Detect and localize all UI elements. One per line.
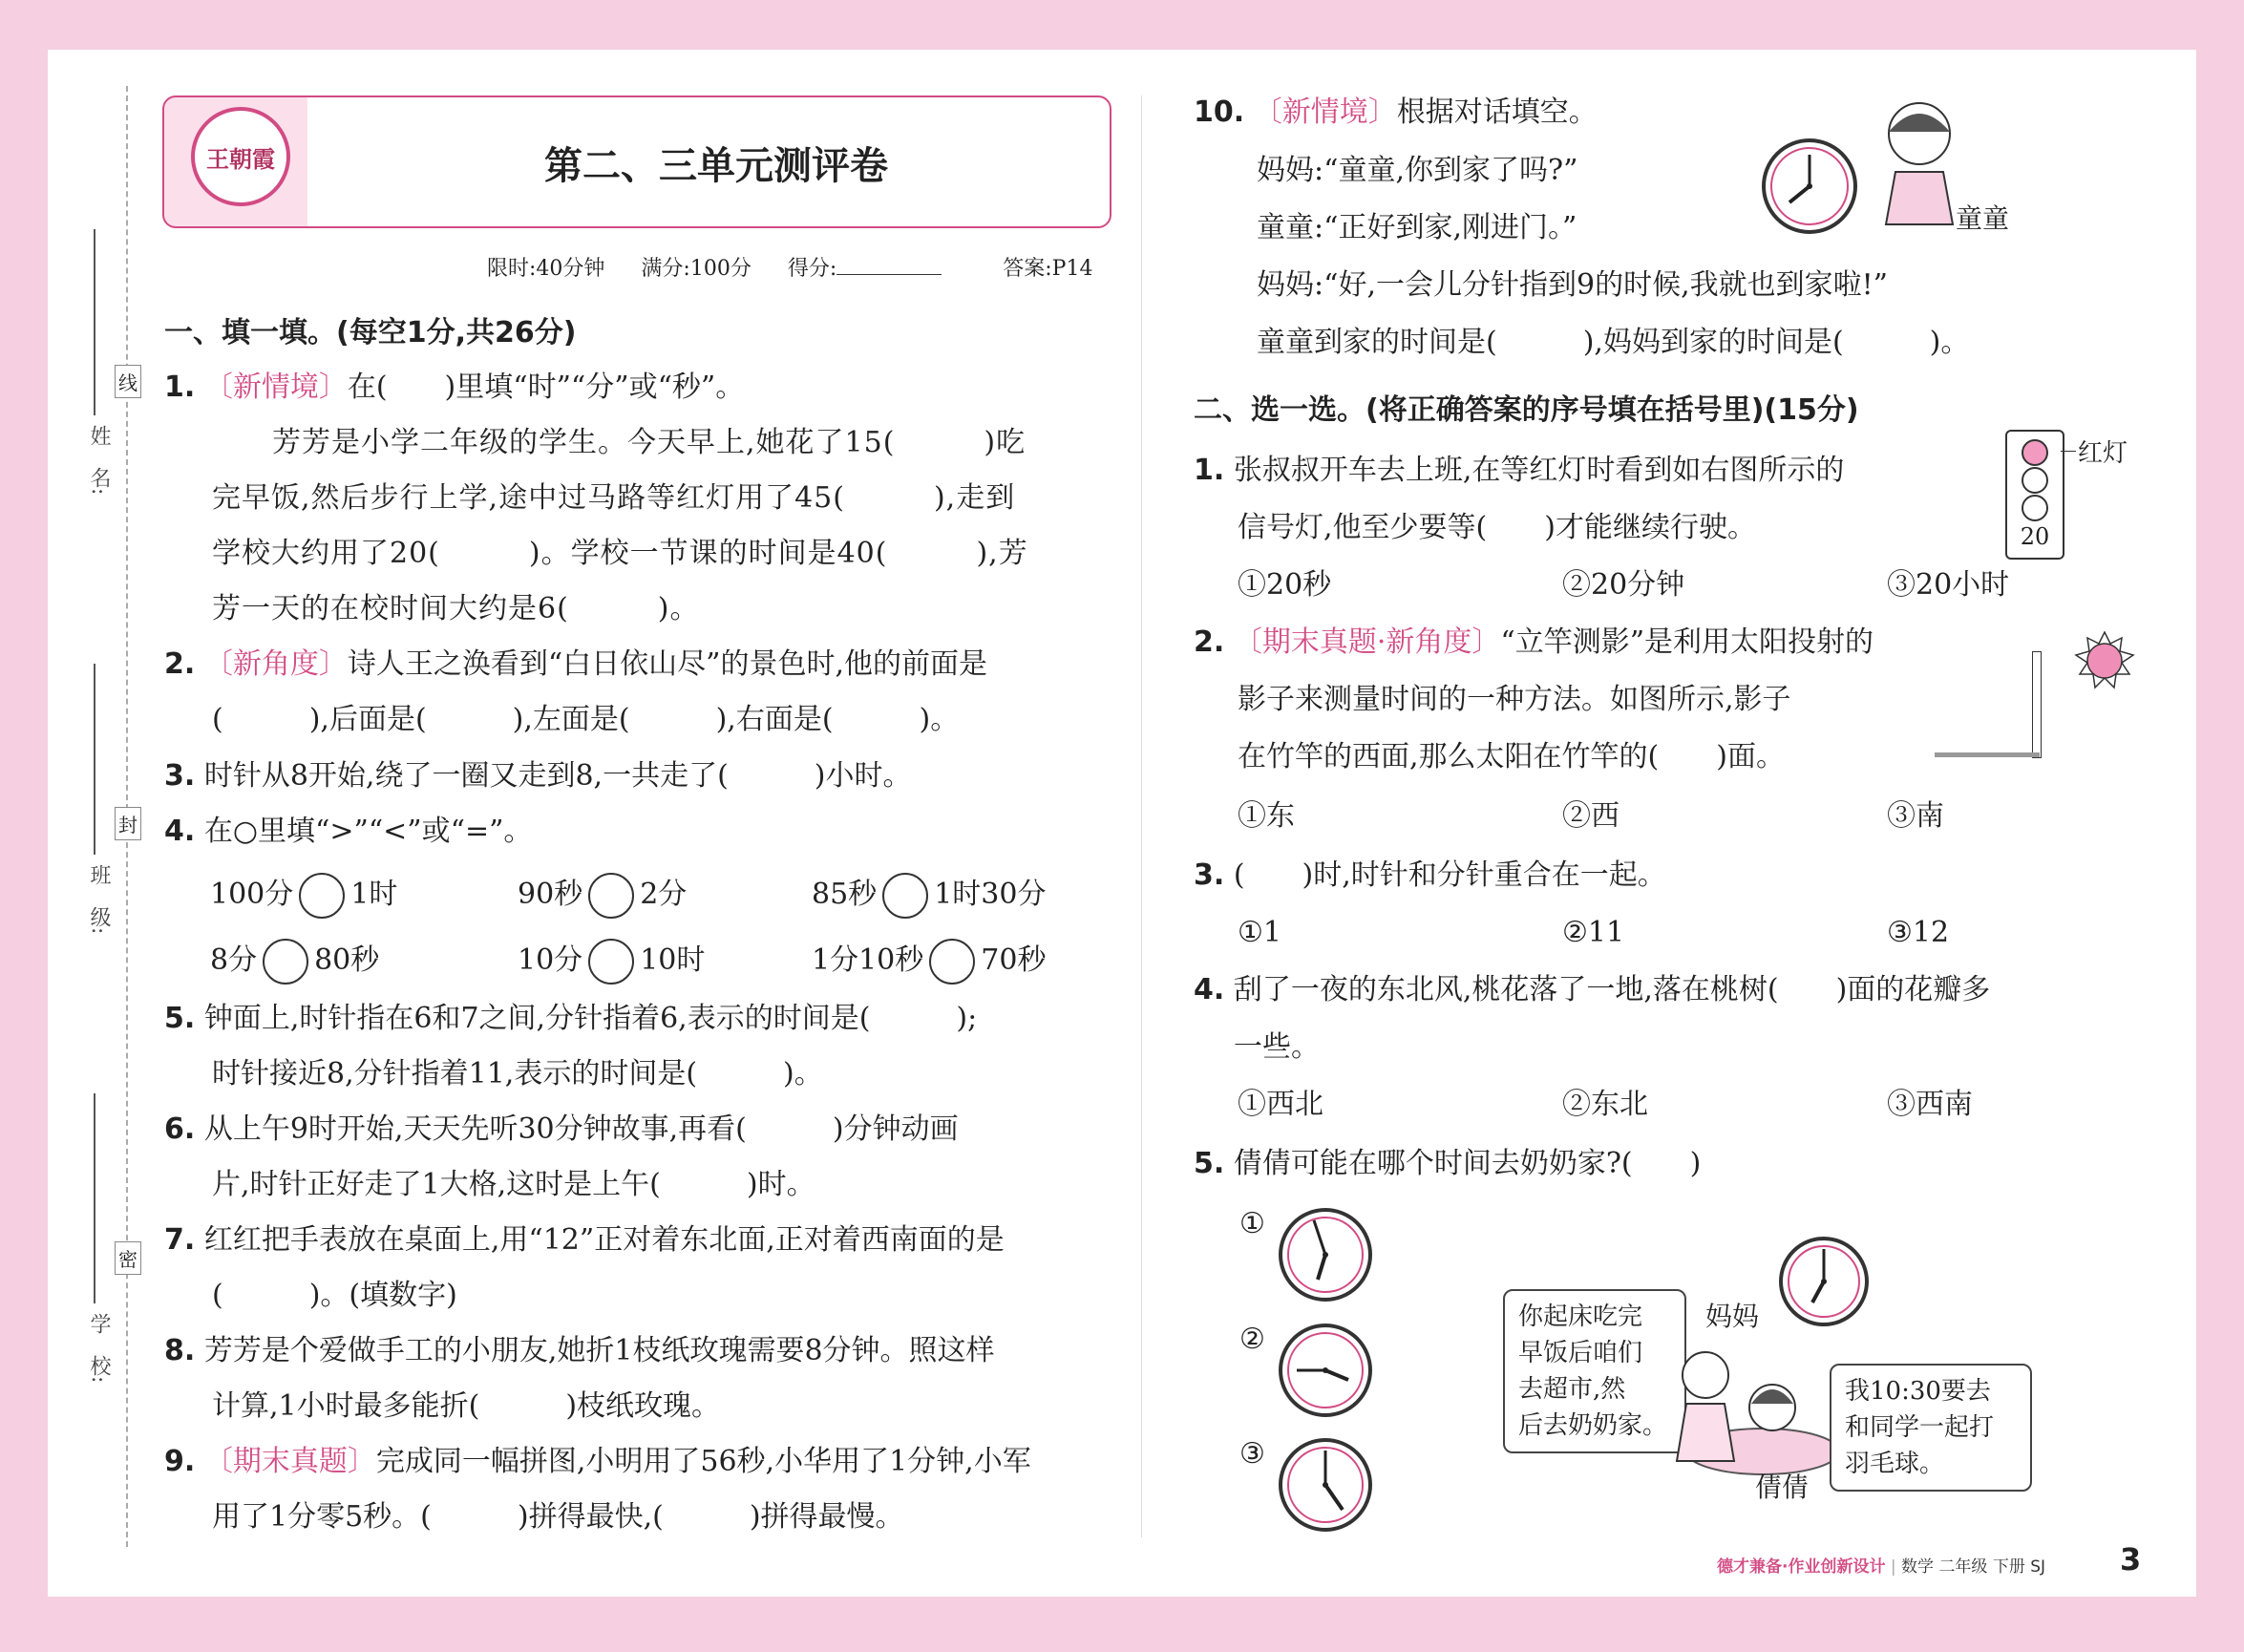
q10-dialog-2: 童童:“正好到家,刚进门。” [1257,211,1577,244]
question-2-4 [1194,974,1990,1006]
binding-mark-seal: 封 [115,807,141,840]
binding-mark-secret: 密 [115,1241,141,1275]
q-line-1: 红红把手表放在桌面上,用“12”正对着东北面,正对着西南面的是 [203,1223,1005,1257]
q2-5-option-1[interactable]: ① [1239,1207,1265,1240]
compare-circle[interactable] [299,873,345,919]
q-stem: 根据对话填空。 [1396,95,1598,129]
girl-label: 倩倩 [1755,1472,1810,1503]
question-2-2 [1194,626,1874,659]
q2-1-line-2: 信号灯,他至少要等( )才能继续行驶。 [1238,511,1756,544]
q-line-1: 张叔叔开车去上班,在等红灯时看到如右图所示的 [1233,454,1845,487]
bubble-line: 和同学一起打 [1845,1413,1995,1442]
red-light-icon [2022,439,2048,466]
q-number: 10. [1194,95,1245,129]
question-1-6 [164,1113,959,1146]
q-line-1: 芳芳是个爱做手工的小朋友,她折1枝纸玫瑰需要8分钟。照这样 [203,1334,995,1367]
q-number: 1. [164,371,196,404]
clock-icon [1276,1205,1375,1304]
q-line-1: 刮了一夜的东北风,桃花落了一地,落在桃树( )面的花瓣多 [1233,973,1991,1006]
clock-icon [1276,1321,1375,1420]
q-number: 5. [1194,1147,1225,1180]
q2-1-option-1[interactable]: ①20秒 [1238,568,1332,602]
q-number: 4. [164,815,196,848]
q2-2-line-2: 影子来测量时间的一种方法。如图所示,影子 [1238,683,1791,716]
q5-line-2: 时针接近8,分针指着11,表示的时间是( )。 [212,1057,823,1091]
compare-row-2 [210,939,379,985]
logo [191,107,290,206]
answer-page: 答案:P14 [1003,257,1093,281]
q-tag: 〔新情境〕 [1253,95,1397,129]
girl-speech-bubble [1830,1364,2032,1492]
q2-line-2: ( ),后面是( ),左面是( ),右面是( )。 [212,703,960,736]
binding-mark-line: 线 [115,365,141,398]
bubble-line: 后去奶奶家。 [1518,1411,1668,1440]
q-number: 8. [164,1334,196,1367]
compare-right: 80秒 [314,943,380,977]
compare-circle[interactable] [588,873,634,919]
q-number: 3. [164,759,196,793]
q-number: 7. [164,1223,196,1257]
compare-circle[interactable] [929,939,975,985]
binding-class-field[interactable] [94,664,95,855]
binding-name-label: 姓 名: [87,425,111,496]
time-limit: 限时:40分钟 [487,257,605,281]
compare-row-1 [210,873,397,919]
light-icon [2022,495,2048,521]
q2-2-option-2[interactable]: ②西 [1562,799,1619,833]
question-1-5 [164,1003,977,1035]
q6-line-2: 片,时针正好走了1大格,这时是上午( )时。 [212,1168,815,1201]
q-number: 2. [164,647,196,681]
red-light-pointer [2061,451,2076,452]
binding-name-field[interactable] [94,229,95,415]
question-1-3 [164,760,911,793]
bubble-line: 我10:30要去 [1845,1377,1991,1406]
q1-line-1: 芳芳是小学二年级的学生。今天早上,她花了15( )吃 [272,426,1027,459]
question-1-8 [164,1335,995,1367]
q2-5-option-2[interactable]: ② [1239,1323,1265,1356]
bubble-line: 早饭后咱们 [1518,1339,1643,1367]
compare-left: 8分 [210,943,258,977]
grade: 二年级 [1938,1557,1988,1577]
q-number: 3. [1194,858,1225,892]
q2-5-option-3[interactable]: ③ [1239,1437,1265,1471]
q-tag: 〔期末真题·新角度〕 [1233,625,1501,659]
question-2-1 [1194,455,1844,487]
question-1-1 [164,371,744,404]
red-light-label: 红灯 [2078,439,2128,468]
light-icon [2022,467,2048,494]
q-text: ( )时,时针和分针重合在一起。 [1233,858,1666,892]
compare-left: 10分 [518,943,583,977]
score-field[interactable] [836,274,942,275]
q-tag: 〔新情境〕 [203,371,348,404]
compare-circle[interactable] [263,939,308,985]
q1-line-3: 学校大约用了20( )。学校一节课的时间是40( ),芳 [212,537,1028,570]
q1-line-2: 完早饭,然后步行上学,途中过马路等红灯用了45( ),走到 [212,481,1016,515]
compare-right: 2分 [640,878,688,911]
q-text: 时针从8开始,绕了一圈又走到8,一共走了( )小时。 [203,759,912,793]
question-1-10 [1194,96,1598,129]
q-line-1: “立竿测影”是利用太阳投射的 [1500,625,1874,659]
binding-school-field[interactable] [94,1093,95,1303]
traffic-light [2005,430,2064,560]
q9-line-2: 用了1分零5秒。( )拼得最快,( )拼得最慢。 [212,1500,904,1534]
sun-icon [2074,630,2135,691]
question-2-5 [1194,1148,1701,1180]
q-line-1: 完成同一幅拼图,小明用了56秒,小华用了1分钟,小军 [375,1445,1031,1478]
full-score: 满分:100分 [641,257,752,281]
q2-4-line-2: 一些。 [1234,1030,1320,1064]
bubble-line: 去超市,然 [1518,1375,1626,1404]
part1-heading: 一、填一填。(每空1分,共26分) [164,316,577,349]
footer: 德才兼备·作业创新设计 | 数学 二年级 下册 SJ [1717,1557,2046,1577]
q2-1-option-2[interactable]: ②20分钟 [1562,568,1685,602]
question-1-4 [164,815,532,848]
page-number: 3 [2120,1541,2142,1578]
q-number: 1. [1194,454,1225,487]
q-stem: 在( )里填“时”“分”或“秒”。 [347,371,745,404]
exam-info [487,252,1092,282]
q-tag: 〔期末真题〕 [203,1445,376,1478]
mom-and-girl-figure-icon [1648,1337,1839,1480]
q2-3-option-1[interactable]: ①1 [1238,916,1281,949]
compare-left: 85秒 [812,878,878,911]
q7-line-2: ( )。(填数字) [212,1279,457,1312]
column-divider [1141,95,1142,1537]
pole-shadow [1935,752,2040,757]
q8-line-2: 计算,1小时最多能折( )枝纸玫瑰。 [212,1389,721,1423]
binding-class-label: 班 级: [87,864,111,935]
edition: SJ [2030,1557,2046,1577]
q-stem: 诗人王之涣看到“白日依山尽”的景色时,他的前面是 [347,647,988,681]
term: 下册 [1992,1557,2025,1577]
countdown: 20 [2020,523,2050,550]
q-text: 倩倩可能在哪个时间去奶奶家?( ) [1233,1147,1702,1180]
bubble-line: 你起床吃完 [1518,1303,1643,1331]
compare-row-1 [812,873,1046,919]
q2-2-line-3: 在竹竿的西面,那么太阳在竹竿的( )面。 [1238,740,1785,773]
question-1-9 [164,1446,1031,1478]
q-line-1: 钟面上,时针指在6和7之间,分针指着6,表示的时间是( ); [203,1002,978,1035]
part2-heading: 二、选一选。(将正确答案的序号填在括号里)(15分) [1194,393,1859,427]
q10-answer-line: 童童到家的时间是( ),妈妈到家的时间是( )。 [1257,326,1970,359]
q2-2-option-3[interactable]: ③南 [1887,799,1944,833]
subject: 数学 [1901,1557,1935,1577]
q10-dialog-1: 妈妈:“童童,你到家了吗?” [1257,154,1578,187]
q-text: 在○里填“>”“<”或“=”。 [203,815,533,848]
q-number: 5. [164,1002,196,1035]
q-number: 6. [164,1112,196,1146]
bamboo-pole [2032,651,2042,758]
q10-dialog-3: 妈妈:“好,一会儿分针指到9的时候,我就也到家啦!” [1257,268,1888,302]
compare-circle[interactable] [882,873,928,919]
compare-right: 70秒 [981,943,1047,977]
compare-row-1 [518,873,687,919]
compare-row-2 [518,939,705,985]
q-number: 4. [1194,973,1225,1006]
mom-label: 妈妈 [1705,1301,1760,1332]
question-1-2 [164,648,987,681]
q-line-1: 从上午9时开始,天天先听30分钟故事,再看( )分钟动画 [203,1112,959,1146]
q2-3-option-2[interactable]: ②11 [1562,916,1625,949]
bubble-line: 羽毛球。 [1845,1450,1945,1478]
q2-4-option-3[interactable]: ③西南 [1887,1088,1973,1121]
compare-row-2 [812,939,1046,985]
q-number: 9. [164,1445,196,1478]
question-1-7 [164,1224,1005,1257]
compare-left: 1分10秒 [812,943,924,977]
compare-right: 1时 [350,878,398,911]
page-title: 第二、三单元测评卷 [544,144,888,188]
clock-icon [1276,1435,1375,1535]
q2-3-option-3[interactable]: ③12 [1887,916,1950,949]
compare-right: 1时30分 [934,878,1047,911]
logo-text: 王朝霞 [206,144,275,173]
compare-left: 90秒 [518,878,583,911]
clock-icon [1759,136,1860,237]
q2-4-option-1[interactable]: ①西北 [1238,1088,1323,1121]
q1-line-4: 芳一天的在校时间大约是6( )。 [212,592,700,625]
compare-right: 10时 [640,943,706,977]
q-number: 2. [1194,625,1225,659]
wall-clock-icon [1776,1234,1872,1329]
q2-2-option-1[interactable]: ①东 [1238,799,1295,833]
series-name: 德才兼备·作业创新设计 [1717,1557,1886,1577]
compare-left: 100分 [210,878,294,911]
compare-circle[interactable] [588,939,634,985]
score-label: 得分: [787,257,837,281]
child-label: 童童 [1956,202,2010,234]
q2-4-option-2[interactable]: ②东北 [1562,1088,1648,1121]
q-tag: 〔新角度〕 [203,647,348,681]
question-2-3 [1194,859,1666,892]
binding-school-label: 学 校: [87,1313,111,1384]
q2-1-option-3[interactable]: ③20小时 [1887,568,2010,602]
